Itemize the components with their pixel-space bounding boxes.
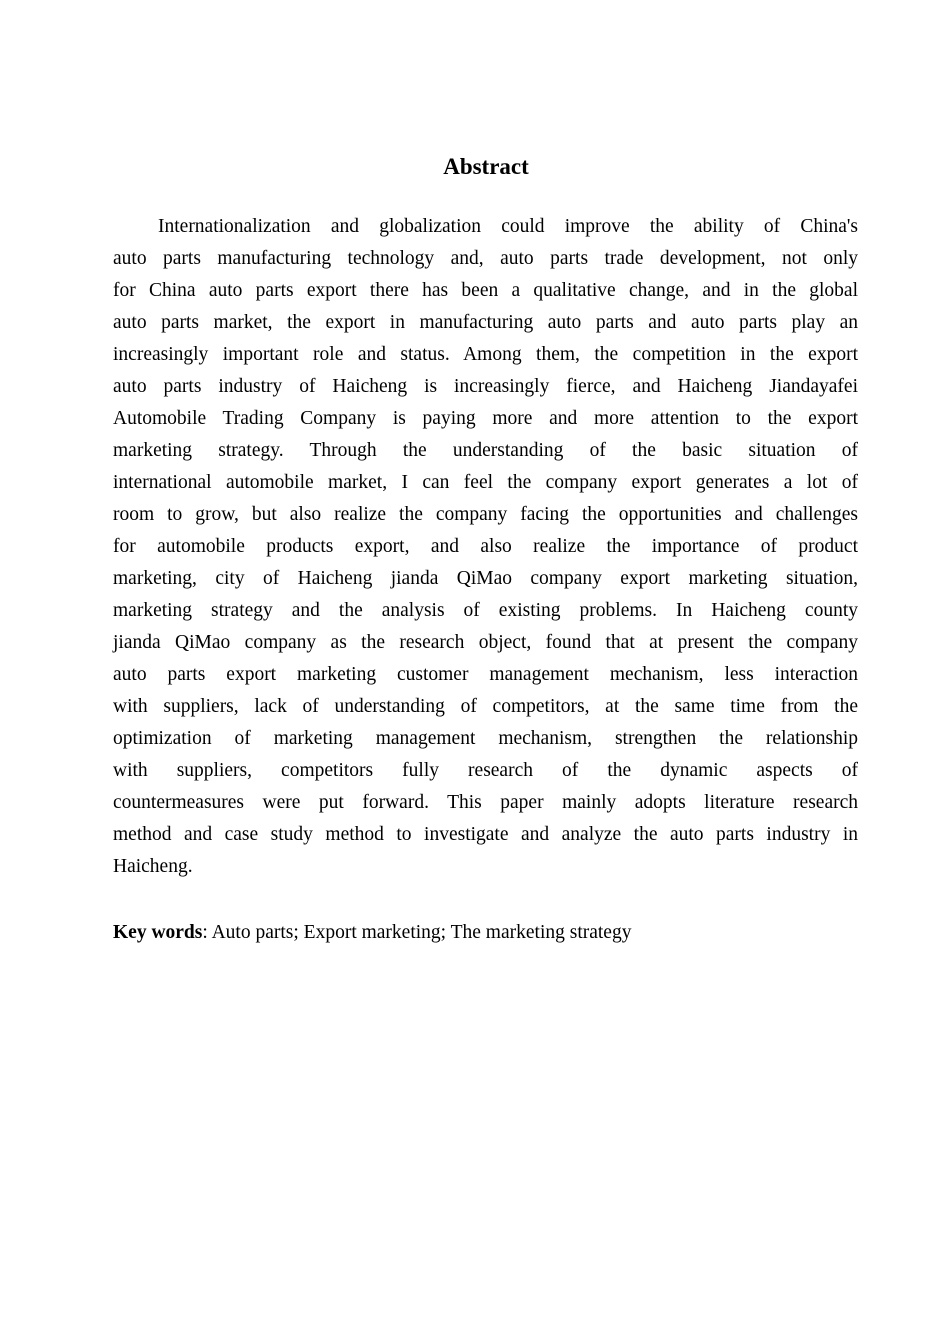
paragraph-line: countermeasures were put forward. This paper mainly adopts literature research — [113, 792, 858, 813]
paragraph-line: with suppliers, lack of understanding of competitors, at the same time from the — [113, 696, 858, 717]
paragraph-line: auto parts export marketing customer management mechanism, less interaction — [113, 664, 858, 685]
paragraph-line: optimization of marketing management mechanism, strengthen the relationship — [113, 728, 858, 749]
paragraph-line: increasingly important role and status. Among them, the competition in the export — [113, 344, 858, 365]
keywords-label: Key words — [113, 922, 203, 943]
paragraph-line: for China auto parts export there has been a qualitative change, and in the global — [113, 280, 858, 301]
paragraph-line: auto parts manufacturing technology and, auto parts trade development, not only — [113, 248, 858, 269]
keywords-line — [113, 917, 858, 949]
paragraph-line: with suppliers, competitors fully research of the dynamic aspects of — [113, 760, 858, 781]
paragraph-line: marketing, city of Haicheng jianda QiMao company export marketing situation, — [113, 568, 858, 589]
paragraph-line: method and case study method to investigate and analyze the auto parts industry in — [113, 824, 858, 845]
paragraph-line: Internationalization and globalization could improve the ability of China's — [158, 216, 858, 237]
paragraph-line: room to grow, but also realize the company facing the opportunities and challenges — [113, 504, 858, 525]
paragraph-line: jianda QiMao company as the research object, found that at present the company — [113, 632, 858, 653]
paragraph-line: marketing strategy. Through the understanding of the basic situation of — [113, 440, 858, 461]
keywords-separator: : — [202, 922, 212, 943]
paragraph-line: for automobile products export, and also realize the importance of product — [113, 536, 858, 557]
paragraph-line: auto parts industry of Haicheng is increasingly fierce, and Haicheng Jiandayafei — [113, 376, 858, 397]
abstract-title: Abstract — [443, 154, 529, 179]
keywords-value: Auto parts; Export marketing; The marketing strategy — [211, 922, 632, 943]
paragraph-line: Automobile Trading Company is paying more and more attention to the export — [113, 408, 858, 429]
paragraph-line: international automobile market, I can feel the company export generates a lot of — [113, 472, 858, 493]
paragraph-line: auto parts market, the export in manufacturing auto parts and auto parts play an — [113, 312, 858, 333]
paragraph-line: Haicheng. — [113, 856, 193, 877]
abstract-paragraph — [113, 211, 858, 883]
paragraph-line: marketing strategy and the analysis of existing problems. In Haicheng county — [113, 600, 858, 621]
